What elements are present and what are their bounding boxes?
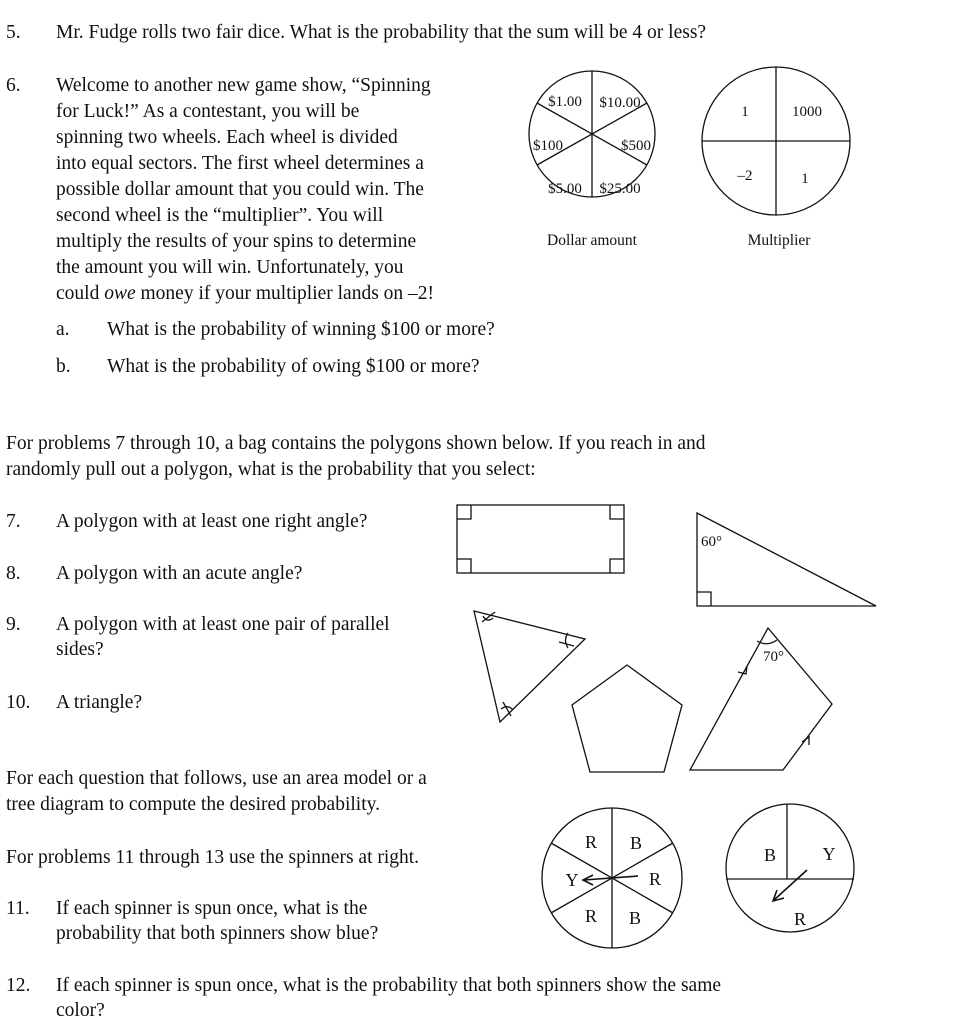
spinner-1-sector-6: Y: [565, 870, 579, 890]
q6b-label: b.: [56, 356, 71, 377]
q9-line-1: A polygon with at least one pair of parallel: [56, 614, 390, 635]
q6-owe-emphasis: owe: [104, 283, 136, 304]
area-model-line-2: tree diagram to compute the desired probability.: [6, 794, 380, 815]
q10-number: 10.: [6, 692, 31, 713]
multiplier-sector-1: 1: [741, 104, 749, 120]
q6-line-7: multiply the results of your spins to determine: [56, 231, 417, 252]
spinner-1-sector-5: R: [584, 906, 598, 926]
q5-text: Mr. Fudge rolls two fair dice. What is the probability that the sum will be 4 or less?: [56, 22, 707, 43]
q12-line-2: color?: [56, 1000, 105, 1021]
dollar-sector-2: $10.00: [599, 95, 641, 111]
spinner-1-labels: [566, 832, 662, 928]
q6b-text: What is the probability of owing $100 or more?: [107, 356, 480, 377]
q9-number: 9.: [6, 614, 21, 635]
q7-number: 7.: [6, 511, 21, 532]
spinners-instruction: For problems 11 through 13 use the spinners at right.: [6, 847, 420, 868]
q12-line-1: If each spinner is spun once, what is the probability that both spinners show the same: [56, 975, 722, 996]
q11-line-2: probability that both spinners show blue?: [56, 923, 379, 944]
multiplier-wheel-labels: [737, 104, 823, 187]
q9-line-2: sides?: [56, 639, 104, 660]
q6a-text: What is the probability of winning $100 or more?: [107, 319, 495, 340]
spinner-1-sector-3: R: [648, 869, 662, 889]
q8-text: A polygon with an acute angle?: [56, 563, 303, 584]
q6-line-1: Welcome to another new game show, “Spinning: [56, 75, 431, 96]
q6-line-9: could owe money if your multiplier lands on –2!: [56, 283, 435, 304]
q5-number: 5.: [6, 22, 21, 43]
spinner-1-sector-4: B: [628, 908, 642, 928]
spinner-2-sector-1: B: [763, 845, 777, 865]
dollar-wheel: [529, 71, 655, 197]
dollar-sector-4: $25.00: [599, 181, 641, 197]
intro-7-10-line-2: randomly pull out a polygon, what is the probability that you select:: [6, 459, 536, 480]
q8-number: 8.: [6, 563, 21, 584]
q6-line-6: second wheel is the “multiplier”. You will: [56, 205, 384, 226]
equilateral-triangle-shape: [474, 611, 585, 722]
q6-line-5: possible dollar amount that you could win. The: [56, 179, 424, 200]
q10-text: A triangle?: [56, 692, 143, 713]
dollar-sector-3: $500: [621, 138, 651, 154]
dollar-sector-5: $5.00: [548, 181, 582, 197]
spinner-1-sector-2: B: [629, 833, 643, 853]
dollar-sector-1: $1.00: [548, 94, 582, 110]
q6-line-4: into equal sectors. The first wheel determines a: [56, 153, 424, 174]
multiplier-sector-4: –2: [737, 168, 753, 184]
angle-label-60: 60°: [701, 534, 722, 550]
dollar-wheel-caption: Dollar amount: [547, 232, 637, 249]
q11-number: 11.: [6, 898, 30, 919]
multiplier-wheel: [702, 67, 850, 215]
spinner-2-labels: [764, 844, 836, 929]
spinner-2: [726, 804, 854, 932]
spinner-2-sector-2: Y: [822, 844, 836, 864]
multiplier-sector-3: 1: [801, 171, 809, 187]
pentagon-shape: [572, 665, 682, 772]
multiplier-sector-2: 1000: [792, 104, 822, 120]
rectangle-shape: [457, 505, 624, 573]
q6-line-3: spinning two wheels. Each wheel is divided: [56, 127, 398, 148]
dollar-sector-6: $100: [533, 138, 563, 154]
q6-number: 6.: [6, 75, 21, 96]
multiplier-wheel-caption: Multiplier: [747, 232, 811, 249]
spinner-1-sector-1: R: [584, 832, 598, 852]
q6a-label: a.: [56, 319, 70, 340]
q11-line-1: If each spinner is spun once, what is the: [56, 898, 368, 919]
spinner-2-sector-3: R: [793, 909, 807, 929]
right-triangle-shape: [697, 513, 876, 606]
q7-text: A polygon with at least one right angle?: [56, 511, 368, 532]
parallelogram-shape: [690, 628, 832, 770]
angle-label-70: 70°: [763, 649, 784, 665]
area-model-line-1: For each question that follows, use an area model or a: [6, 768, 427, 789]
q6-line-8: the amount you will win. Unfortunately, you: [56, 257, 404, 278]
q6-line-2: for Luck!” As a contestant, you will be: [56, 101, 360, 122]
intro-7-10-line-1: For problems 7 through 10, a bag contains the polygons shown below. If you reach in and: [6, 433, 706, 454]
q12-number: 12.: [6, 975, 31, 996]
